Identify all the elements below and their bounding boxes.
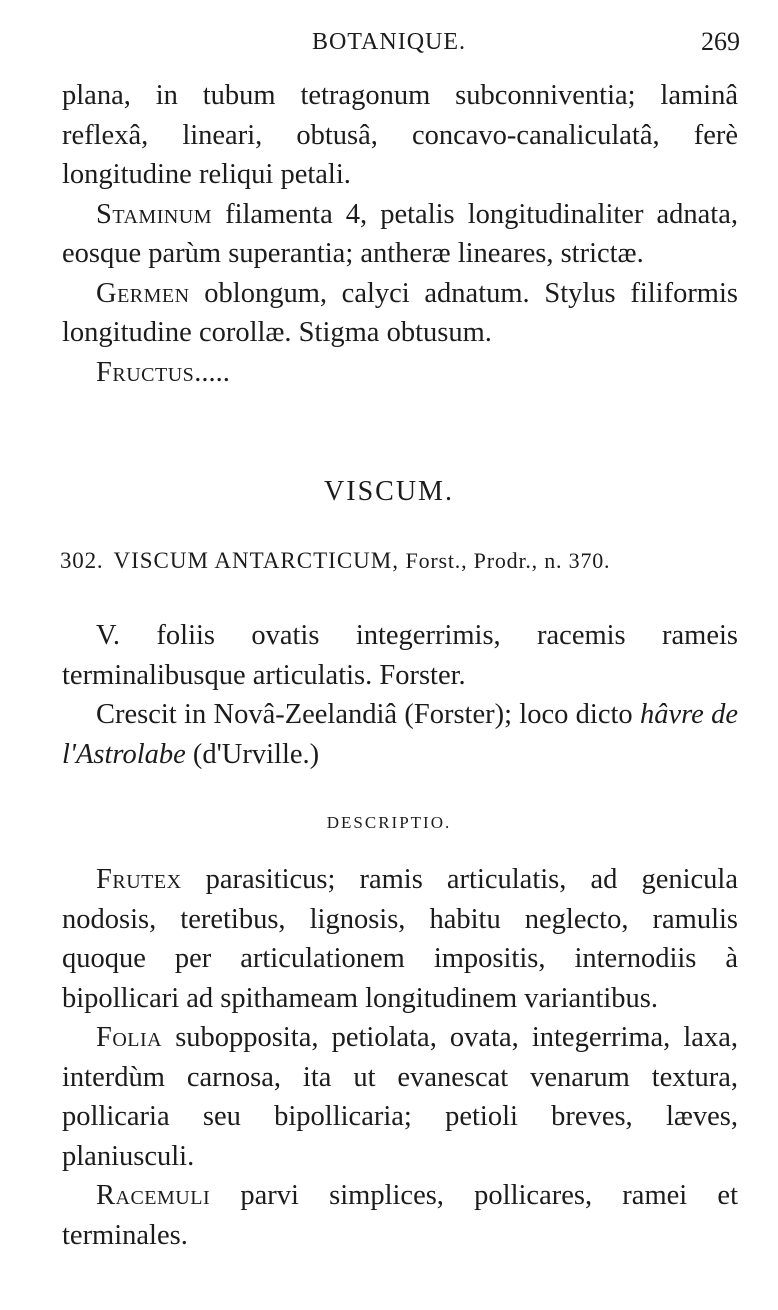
- species-citation: Forst., Prodr., n. 370.: [405, 548, 611, 573]
- petal-paragraph: plana, in tubum tetragonum subconniventia; laminâ reflexâ, lineari, obtusâ, concavo-canaliculatâ, ferè longitudine reliqui petali.: [62, 80, 738, 190]
- racemuli-text: parvi simplices, pollicares, ramei et terminales.: [62, 1180, 738, 1251]
- diagnosis-block: [62, 616, 738, 774]
- continued-description: [62, 76, 738, 392]
- germen-paragraph: [62, 274, 738, 353]
- habitat-paragraph: [62, 695, 738, 774]
- running-title: BOTANIQUE.: [311, 29, 467, 55]
- description-block: [62, 860, 738, 1255]
- frutex-label: Frutex: [96, 864, 182, 895]
- frutex-text: parasiticus; ramis articulatis, ad genicula nodosis, teretibus, lignosis, habitu neglecto, ramulis quoque per articulationem impositis, internodiis à bipollicari ad spithameam longitudinem variantibus.: [62, 864, 738, 1014]
- germen-text: oblongum, calyci adnatum. Stylus filiformis longitudine corollæ. Stigma obtusum.: [62, 277, 738, 348]
- species-name: VISCUM ANTARCTICUM,: [113, 548, 399, 573]
- fructus-text: .....: [194, 356, 230, 388]
- folia-text: subopposita, petiolata, ovata, integerrima, laxa, interdùm carnosa, ita ut evanescat venarum textura, pollicaria seu bipollicaria; petioli breves, læves, planiusculi.: [62, 1022, 738, 1172]
- racemuli-paragraph: [62, 1176, 738, 1255]
- running-header: [0, 24, 778, 64]
- germen-label: Germen: [96, 277, 190, 309]
- species-entry: [60, 544, 740, 578]
- racemuli-label: Racemuli: [96, 1180, 211, 1211]
- stamina-label: Staminum: [96, 198, 213, 230]
- frutex-paragraph: [62, 860, 738, 1018]
- stamina-text: filamenta 4, petalis longitudinaliter adnata, eosque parùm superantia; antheræ lineares, strictæ.: [62, 198, 738, 269]
- genus-heading: VISCUM.: [324, 476, 454, 507]
- habitat-place: hâvre de l'Astrolabe: [62, 699, 739, 770]
- stamina-paragraph: [62, 195, 738, 274]
- habitat-collector: (d'Urville.): [185, 738, 320, 770]
- fructus-paragraph: [62, 353, 738, 393]
- species-number: 302.: [60, 548, 104, 573]
- habitat-text: Crescit in Novâ-Zeelandiâ (Forster); loco dicto: [96, 699, 640, 730]
- folia-paragraph: [62, 1018, 738, 1176]
- fructus-label: Fructus: [96, 356, 195, 388]
- folia-label: Folia: [96, 1022, 163, 1053]
- diagnosis-paragraph: V. foliis ovatis integerrimis, racemis rameis terminalibusque articulatis. Forster.: [62, 620, 738, 691]
- description-heading: DESCRIPTIO.: [326, 813, 452, 832]
- page-number: 269: [701, 27, 740, 56]
